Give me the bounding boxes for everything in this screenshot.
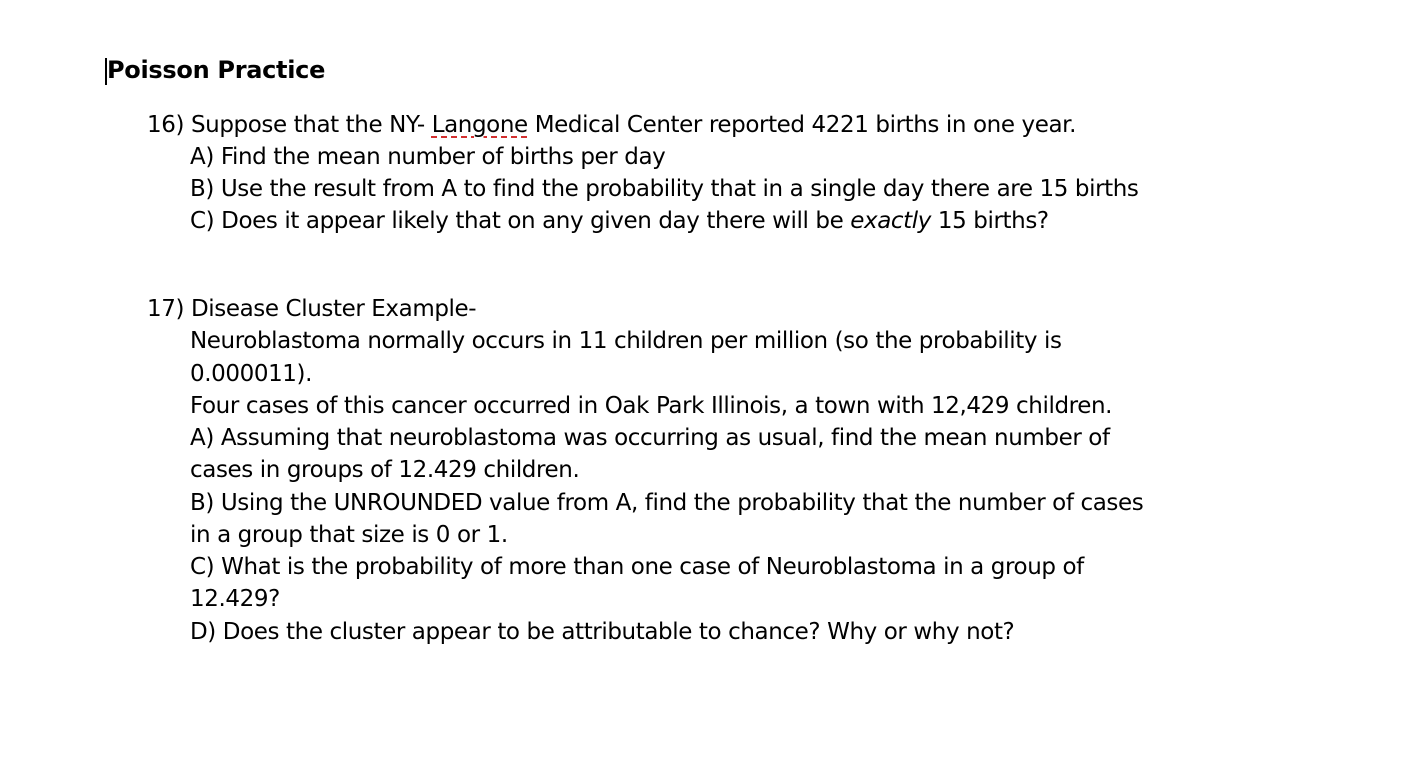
q16-part-b: B) Use the result from A to find the probability that in a single day there are 15 births: [190, 176, 1139, 202]
q17-part-b-line-2: in a group that size is 0 or 1.: [190, 522, 508, 548]
q17-paragraph-1-line-2: 0.000011).: [190, 361, 313, 387]
q16-part-c-emphasis: exactly: [850, 208, 932, 234]
q16-intro: [147, 109, 1076, 141]
q16-part-c-after: 15 births?: [931, 208, 1049, 234]
q16-part-a: A) Find the mean number of births per day: [190, 144, 666, 170]
q16-intro-after: Medical Center reported 4221 births in one year.: [527, 112, 1077, 138]
q17-part-c-line-2: 12.429?: [190, 586, 280, 612]
spelling-flagged-word[interactable]: Langone: [431, 112, 528, 138]
q16-intro-before: Suppose that the NY-: [190, 112, 432, 138]
q17-part-d: D) Does the cluster appear to be attributable to chance? Why or why not?: [190, 619, 1015, 645]
q17-number: 17): [147, 296, 185, 322]
q17-part-a-line-1: A) Assuming that neuroblastoma was occurring as usual, find the mean number of: [190, 425, 1110, 451]
q17-part-c-line-1: C) What is the probability of more than one case of Neuroblastoma in a group of: [190, 554, 1084, 580]
q16-number: 16): [147, 112, 185, 138]
q17-paragraph-1-line-1: Neuroblastoma normally occurs in 11 children per million (so the probability is: [190, 328, 1062, 354]
q17-part-a-line-2: cases in groups of 12.429 children.: [190, 457, 580, 483]
q17-heading: [147, 293, 476, 325]
document-title: Poisson Practice: [107, 56, 326, 84]
q16-part-c: [190, 205, 1049, 237]
q17-part-b-line-1: B) Using the UNROUNDED value from A, find the probability that the number of cases: [190, 490, 1144, 516]
q17-paragraph-2: Four cases of this cancer occurred in Oak Park Illinois, a town with 12,429 children.: [190, 393, 1113, 419]
q17-heading-text: Disease Cluster Example-: [190, 296, 477, 322]
q16-part-c-before: C) Does it appear likely that on any given day there will be: [190, 208, 851, 234]
